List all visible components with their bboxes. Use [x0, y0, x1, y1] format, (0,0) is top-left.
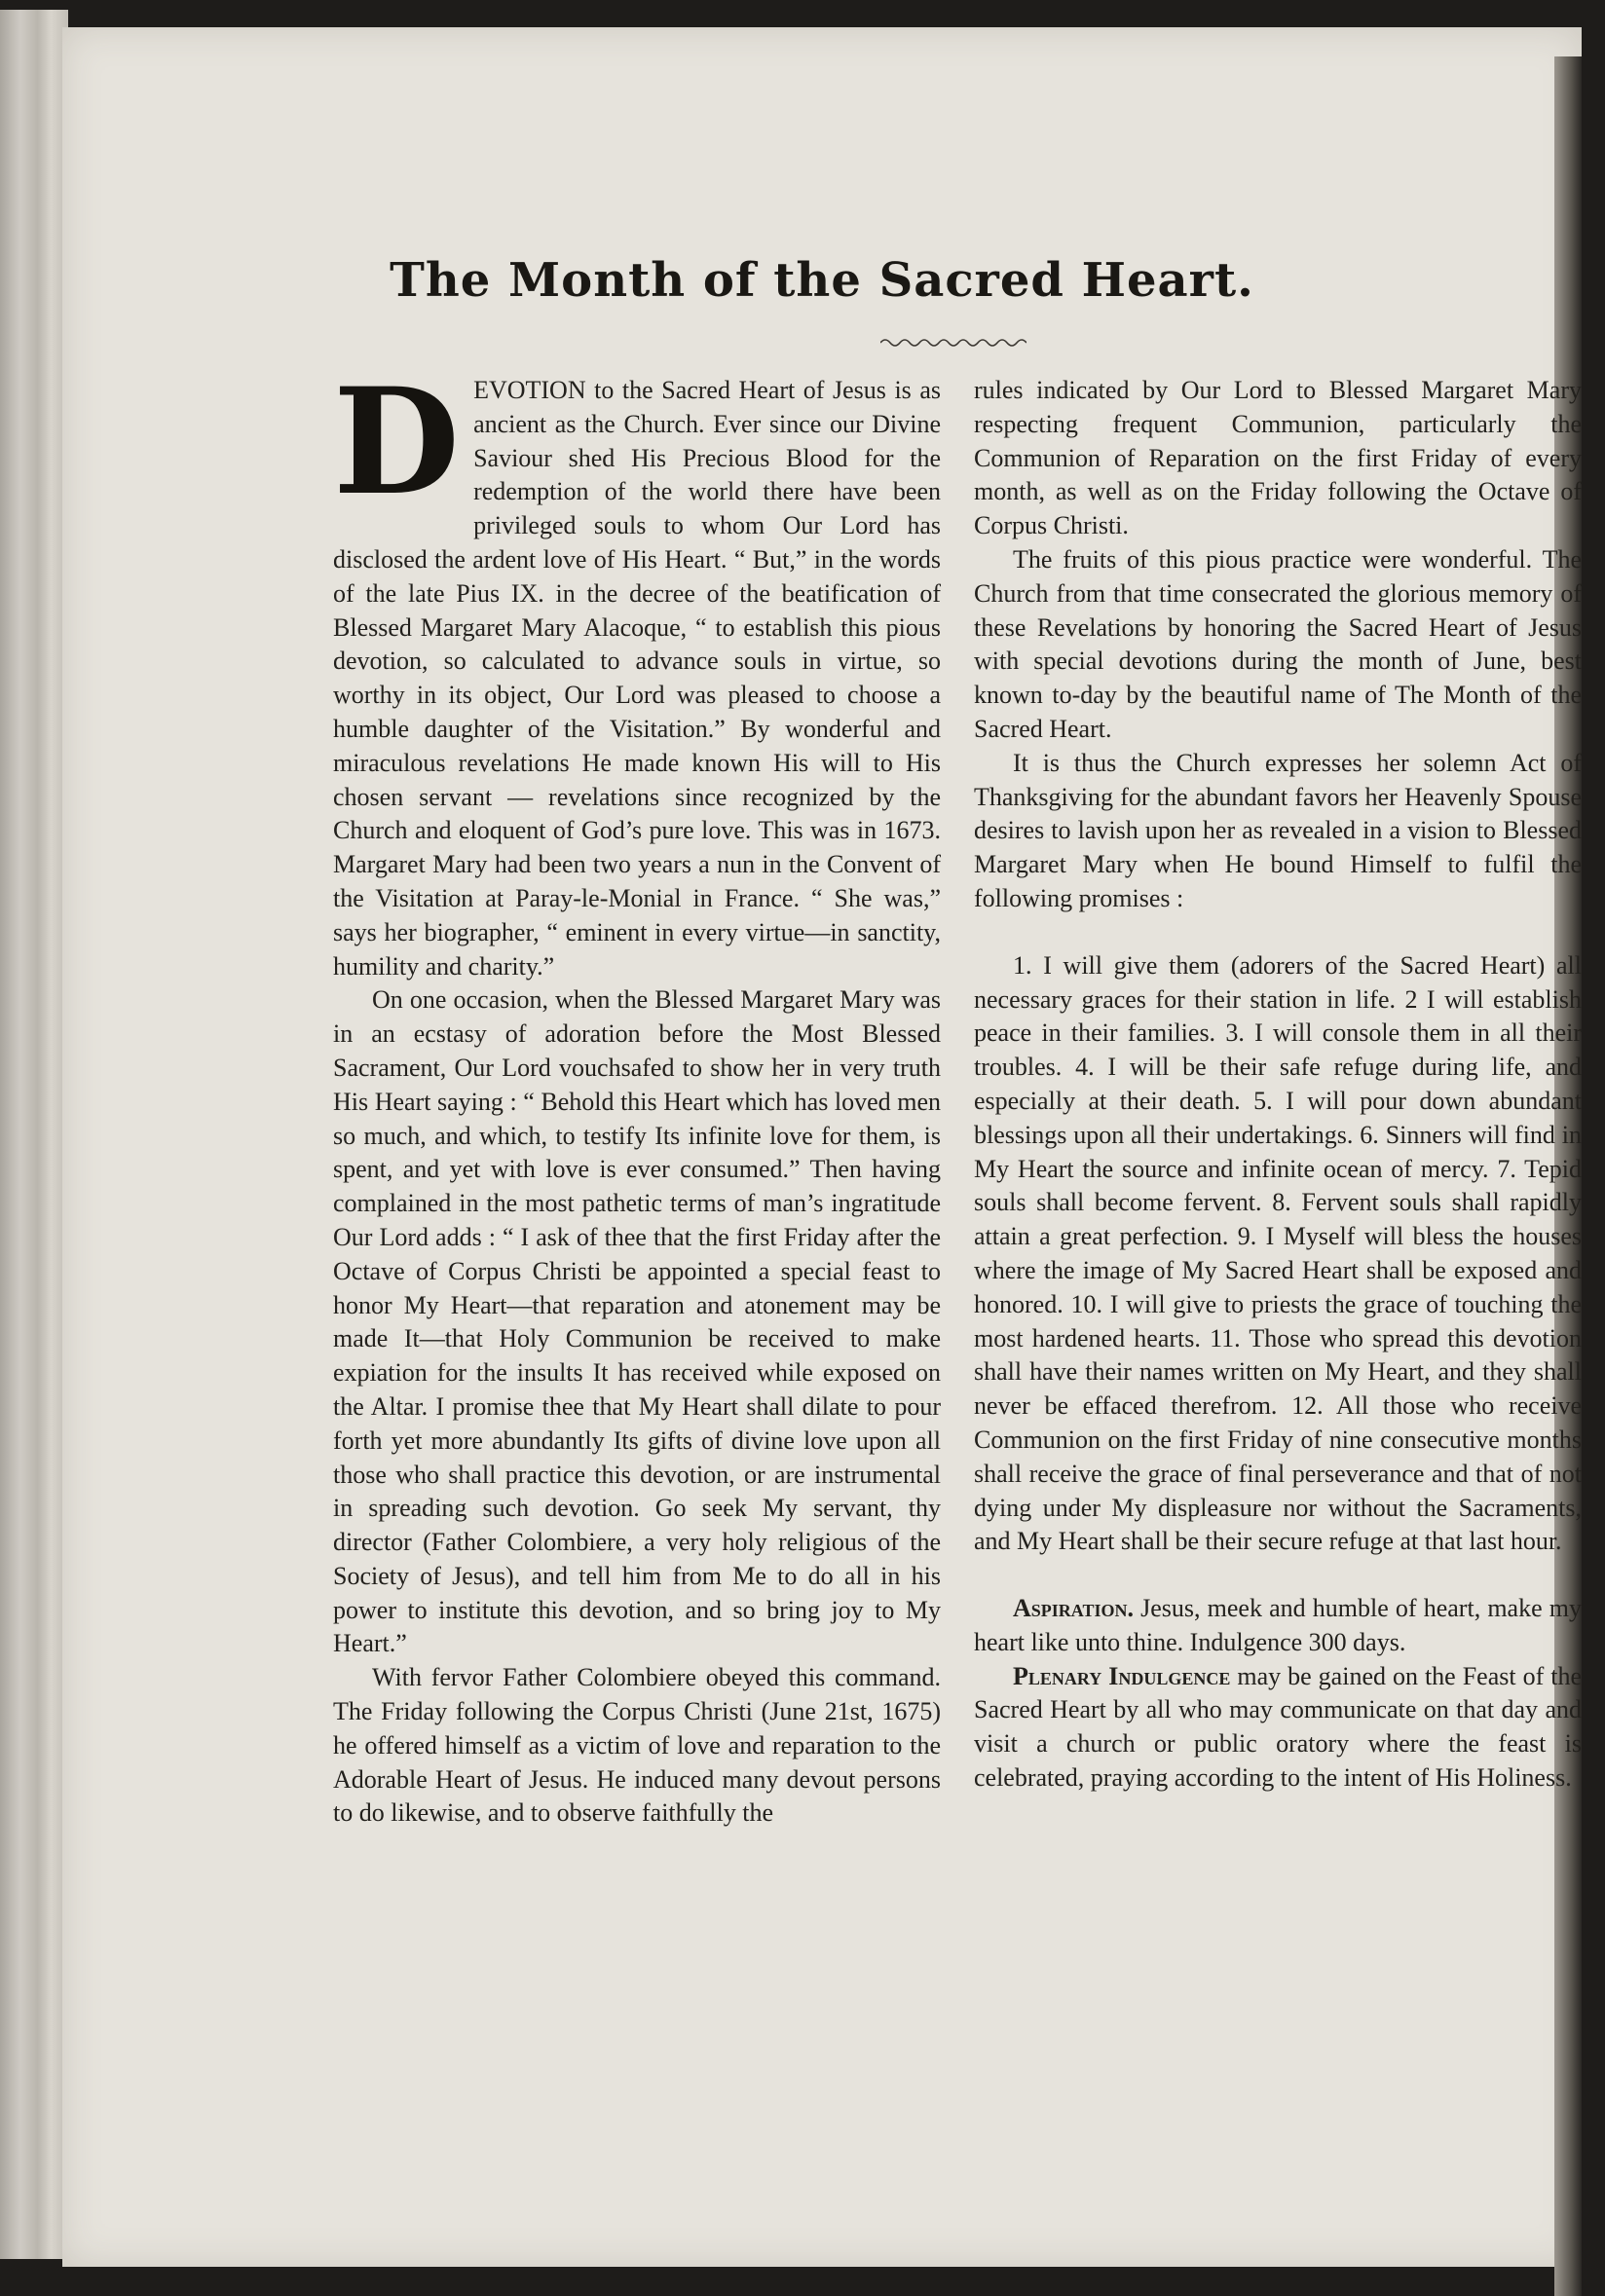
- paragraph-thanksgiving: It is thus the Church expresses her solemn Act of Thanksgiving for the abundant favors her Heavenly Spouse desires to lavish upon her as revealed in a vision to Blessed Margaret Mary when He bound Himself to fulfil the following promises :: [974, 748, 1582, 912]
- page-title: The Month of the Sacred Heart.: [390, 253, 1254, 308]
- plenary-indulgence: [974, 1660, 1582, 1796]
- promises-list: 1. I will give them (adorers of the Sacred Heart) all necessary graces for their station in life. 2 I will establish peace in their families. 3. I will console them in all their troubles. 4. I will be their safe refuge during life, and especially at their death. 5. I will pour down abundant blessings upon all their undertakings. 6. Sinners will find in My Heart the source and infinite ocean of mercy. 7. Tepid souls shall become fervent. 8. Fervent souls shall rapidly attain a great perfection. 9. I Myself will bless the houses where the image of My Sacred Heart shall be exposed and honored. 10. I will give to priests the grace of touching the most hardened hearts. 11. Those who spread this devotion shall have their names written on My Heart, and they shall never be effaced therefrom. 12. All those who receive Communion on the first Friday of nine consecutive months shall receive the grace of final perseverance and that of not dying under My displeasure nor without the Sacraments, and My Heart shall be their secure refuge at that last hour.: [974, 950, 1582, 1556]
- right-column: [974, 374, 1582, 1796]
- aspiration: [974, 1592, 1582, 1660]
- aspiration-text: Jesus, meek and humble of heart, make my heart like unto thine. Indulgence 300 days.: [974, 1594, 1583, 1656]
- title-ornament: [880, 337, 1026, 349]
- paragraph-intro-text: EVOTION to the Sacred Heart of Jesus is as ancient as the Church. Ever since our Divine Saviour shed His Precious Blood for the redemption of the world there have been privileged souls to whom Our Lord has disclosed the ardent love of His Heart. “ But,” in the words of the late Pius IX. in the decree of the beatification of Blessed Margaret Mary Alacoque, “ to establish this pious devotion, so calculated to advance souls in virtue, so worthy in its object, Our Lord was pleased to choose a humble daughter of the Visitation.” By wonderful and miraculous revelations He made known His will to His chosen servant — revelations since recognized by the Church and eloquent of God’s pure love. This was in 1673. Margaret Mary had been two years a nun in the Convent of the Visitation at Paray-le-Monial in France. “ She was,” says her biographer, “ eminent in every virtue—in sanctity, humility and charity.”: [333, 376, 941, 981]
- left-column: [333, 356, 941, 1831]
- plenary-label: Plenary Indulgence: [1013, 1661, 1231, 1690]
- drop-cap: D: [333, 356, 461, 528]
- paragraph-vision: On one occasion, when the Blessed Margaret Mary was in an ecstasy of adoration before the Most Blessed Sacrament, Our Lord vouchsafed to show her in very truth His Heart saying : “ Behold this Heart which has loved men so much, and which, to testify Its infinite love for them, is spent, and yet with love is ever consumed.” Then having complained in the most pathetic terms of man’s ingratitude Our Lord adds : “ I ask of thee that the first Friday after the Octave of Corpus Christi be appointed a special feast to honor My Heart—that reparation and atonement may be made It—that Holy Communion be received to make expiation for the insults It has received while exposed on the Altar. I promise thee that My Heart shall dilate to pour forth yet more abundantly Its gifts of divine love upon all those who shall practice this devotion, or are instrumental in spreading such devotion. Go seek My servant, thy director (Father Colombiere, a very holy religious of the Society of Jesus), and tell him from Me to do all in his power to institute this devotion, and so bring joy to My Heart.”: [333, 985, 941, 1658]
- book-page: [62, 27, 1582, 2267]
- book-page-edges: [0, 10, 68, 2259]
- paragraph-colombiere: With fervor Father Colombiere obeyed this command. The Friday following the Corpus Christi (June 21st, 1675) he offered himself as a victim of love and reparation to the Adorable Heart of Jesus. He induced many devout persons to do likewise, and to observe faithfully the: [333, 1663, 941, 1828]
- paragraph-rules: rules indicated by Our Lord to Blessed Margaret Mary respecting frequent Communion, particularly the Communion of Reparation on the first Friday of every month, as well as on the Friday following the Octave of Corpus Christi.: [974, 376, 1582, 540]
- aspiration-label: Aspiration.: [1013, 1594, 1134, 1623]
- paragraph-intro: [333, 356, 941, 983]
- paragraph-fruits: The fruits of this pious practice were wonderful. The Church from that time consecrated the glorious memory of these Revelations by honoring the Sacred Heart of Jesus with special devotions during the month of June, best known to-day by the beautiful name of The Month of the Sacred Heart.: [974, 544, 1582, 743]
- plenary-text: may be gained on the Feast of the Sacred Heart by all who may communicate on that day and visit a church or public oratory where the feast is celebrated, praying according to the intent of His Holiness.: [974, 1661, 1583, 1793]
